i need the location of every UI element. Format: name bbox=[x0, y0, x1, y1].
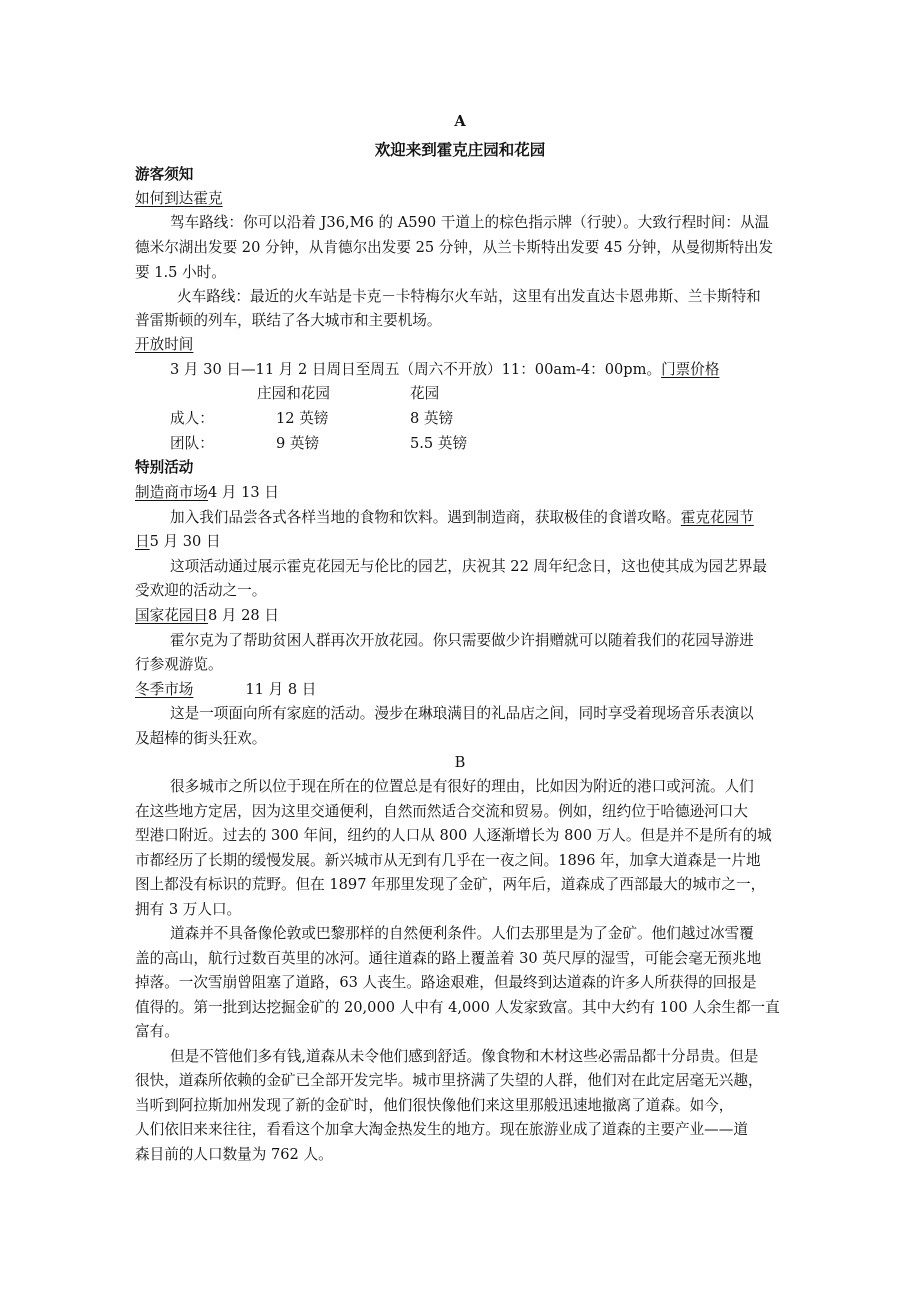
section-b-label: B bbox=[454, 754, 466, 771]
event-winter-market-date: 11 月 8 日 bbox=[245, 681, 317, 698]
event-garden-festival bbox=[135, 532, 221, 552]
passage-b-line: 拥有 3 万人口。 bbox=[135, 901, 242, 918]
event-national-garden-day bbox=[135, 606, 279, 626]
event-makers-market-desc bbox=[170, 508, 754, 528]
passage-b-line: 当听到阿拉斯加州发现了新的金矿时，他们很快像他们来这里那般迅速地撤离了道森。如今， bbox=[135, 1097, 734, 1114]
driving-line-3: 要 1.5 小时。 bbox=[135, 264, 226, 281]
train-line-1: 火车路线：最近的火车站是卡克－卡特梅尔火车站，这里有出发直达卡恩弗斯、兰卡斯特和 bbox=[177, 288, 761, 305]
opening-hours-text: 3 月 30 日—11 月 2 日周日至周五（周六不开放）11：00am-4：00pm。 bbox=[170, 361, 662, 378]
passage-b-line: 型港口附近。过去的 300 年间，纽约的人口从 800 人逐渐增长为 800 万人。但是并不是所有的城 bbox=[135, 827, 772, 844]
passage-b-line: 但是不管他们多有钱,道森从未令他们感到舒适。像食物和木材这些必需品都十分昂贵。但是 bbox=[170, 1048, 759, 1065]
event-national-garden-day-desc-1: 霍尔克为了帮助贫困人群再次开放花园。你只需要做少许捐赠就可以随着我们的花园导游进 bbox=[170, 632, 754, 649]
how-to-get-heading: 如何到达霍克 bbox=[135, 190, 223, 207]
event-national-garden-day-desc-2: 行参观游览。 bbox=[135, 656, 223, 673]
price-group-garden: 5.5 英镑 bbox=[410, 435, 468, 452]
price-col-estate-garden: 庄园和花园 bbox=[257, 385, 330, 402]
driving-line-2: 德米尔湖出发要 20 分钟，从肯德尔出发要 25 分钟，从兰卡斯特出发要 45 分钟，从曼彻斯特出发 bbox=[135, 239, 774, 256]
event-garden-festival-name-1: 霍克花园节 bbox=[680, 509, 754, 526]
event-winter-market-name: 冬季市场 bbox=[135, 681, 194, 698]
event-national-garden-day-date: 8 月 28 日 bbox=[207, 607, 279, 624]
event-makers-market-date: 4 月 13 日 bbox=[207, 484, 279, 501]
passage-b-line: 很多城市之所以位于现在所在的位置总是有很好的理由，比如因为附近的港口或河流。人们 bbox=[170, 778, 754, 795]
passage-b-line: 值得的。第一批到达挖掘金矿的 20,000 人中有 4,000 人发家致富。其中大约有 100 人余生都一直 bbox=[135, 999, 780, 1016]
price-adult-estate-garden: 12 英镑 bbox=[276, 410, 329, 427]
event-makers-market-name: 制造商市场 bbox=[135, 484, 208, 501]
train-line-2: 普雷斯顿的列车，联结了各大城市和主要机场。 bbox=[135, 312, 442, 329]
price-col-garden: 花园 bbox=[410, 385, 440, 402]
visitor-notice-heading: 游客须知 bbox=[135, 166, 194, 183]
passage-b-line: 图上都没有标识的荒野。但在 1897 年那里发现了金矿，两年后，道森成了西部最大的城市之一， bbox=[135, 876, 766, 893]
passage-b-line: 道森并不具备像伦敦或巴黎那样的自然便利条件。人们去那里是为了金矿。他们越过冰雪覆 bbox=[170, 925, 754, 942]
section-a-label: A bbox=[454, 113, 466, 130]
passage-b-line: 掉落。一次雪崩曾阻塞了道路，63 人丧生。路途艰难，但最终到达道森的许多人所获得的回报是 bbox=[135, 974, 757, 991]
passage-b-line: 人们依旧来来往往，看看这个加拿大淘金热发生的地方。现在旅游业成了道森的主要产业——道 bbox=[135, 1121, 748, 1138]
event-winter-market bbox=[135, 680, 316, 700]
special-events-heading: 特别活动 bbox=[135, 459, 194, 476]
ticket-price-heading: 门票价格 bbox=[661, 361, 720, 378]
event-national-garden-day-name: 国家花园日 bbox=[135, 607, 208, 624]
opening-hours-heading: 开放时间 bbox=[135, 336, 194, 353]
passage-b-line: 市都经历了长期的缓慢发展。新兴城市从无到有几乎在一夜之间。1896 年，加拿大道森是一片地 bbox=[135, 852, 761, 869]
driving-line-1: 驾车路线：你可以沿着 J36,M6 的 A590 干道上的棕色指示牌（行驶）。大致行程时间：从温 bbox=[170, 214, 770, 231]
price-row-label-group: 团队： bbox=[170, 435, 214, 452]
opening-hours-line bbox=[170, 360, 719, 380]
passage-b-line: 富有。 bbox=[135, 1023, 179, 1040]
price-group-estate-garden: 9 英镑 bbox=[276, 435, 320, 452]
page-title: 欢迎来到霍克庄园和花园 bbox=[374, 141, 546, 159]
event-garden-festival-name-2: 日 bbox=[135, 533, 150, 550]
event-garden-festival-date: 5 月 30 日 bbox=[149, 533, 221, 550]
event-garden-festival-desc-2: 受欢迎的活动之一。 bbox=[135, 582, 267, 599]
price-adult-garden: 8 英镑 bbox=[410, 410, 454, 427]
passage-b-line: 很快，道森所依赖的金矿已全部开发完毕。城市里挤满了失望的人群，他们对在此定居毫无兴趣， bbox=[135, 1072, 763, 1089]
event-makers-market-desc-text: 加入我们品尝各式各样当地的食物和饮料。遇到制造商，获取极佳的食谱攻略。 bbox=[170, 509, 681, 526]
event-garden-festival-desc-1: 这项活动通过展示霍克花园无与伦比的园艺，庆祝其 22 周年纪念日，这也使其成为园艺界最 bbox=[170, 558, 768, 575]
passage-b-line: 在这些地方定居，因为这里交通便利，自然而然适合交流和贸易。例如，纽约位于哈德逊河口大 bbox=[135, 803, 748, 820]
event-makers-market bbox=[135, 483, 279, 503]
event-winter-market-desc-2: 及超棒的街头狂欢。 bbox=[135, 730, 267, 747]
event-winter-market-desc-1: 这是一项面向所有家庭的活动。漫步在琳琅满目的礼品店之间，同时享受着现场音乐表演以 bbox=[170, 705, 754, 722]
price-row-label-adult: 成人： bbox=[170, 410, 214, 427]
passage-b-line: 盖的高山，航行过数百英里的冰河。通往道森的路上覆盖着 30 英尺厚的湿雪，可能会毫无预兆地 bbox=[135, 950, 762, 967]
passage-b-line: 森目前的人口数量为 762 人。 bbox=[135, 1146, 333, 1163]
